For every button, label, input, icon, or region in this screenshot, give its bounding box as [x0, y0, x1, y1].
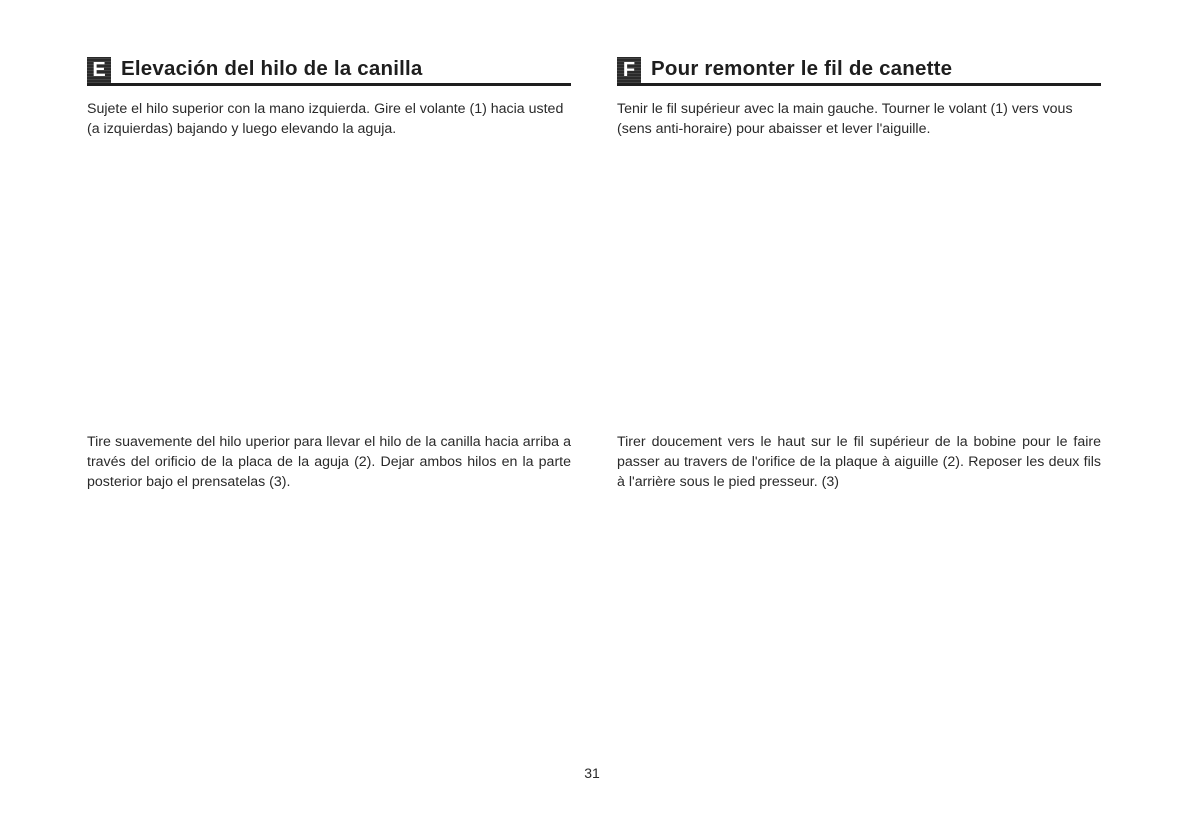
section-spanish: [87, 0, 577, 830]
paragraph-es-2: Tire suavemente del hilo uperior para llevar el hilo de la canilla hacia arriba a través del orificio de la placa de la aguja (2). Dejar ambos hilos en la parte posterior bajo el prensatelas (3).: [87, 434, 571, 490]
section-title-es: Elevación del hilo de la canilla: [121, 57, 423, 80]
paragraph-fr-1: Tenir le fil supérieur avec la main gauche. Tourner le volant (1) vers vous (sens anti-horaire) pour abaisser et lever l'aiguille.: [617, 101, 1073, 137]
language-badge-fr: F: [617, 57, 641, 83]
section-heading-es: [87, 53, 571, 86]
paragraph-es-1: Sujete el hilo superior con la mano izquierda. Gire el volante (1) hacia usted (a izquierdas) bajando y luego elevando la aguja.: [87, 101, 564, 137]
section-french: [617, 0, 1107, 830]
section-title-fr: Pour remonter le fil de canette: [651, 57, 953, 80]
paragraph-fr-2: Tirer doucement vers le haut sur le fil supérieur de la bobine pour le faire passer au travers de l'orifice de la plaque à aiguille (2). Reposer les deux fils à l'arrière sous le pied presseur. (3): [617, 434, 1101, 490]
page-number: 31: [584, 765, 600, 781]
section-heading-fr: [617, 53, 1101, 86]
language-badge-es: E: [87, 57, 111, 83]
